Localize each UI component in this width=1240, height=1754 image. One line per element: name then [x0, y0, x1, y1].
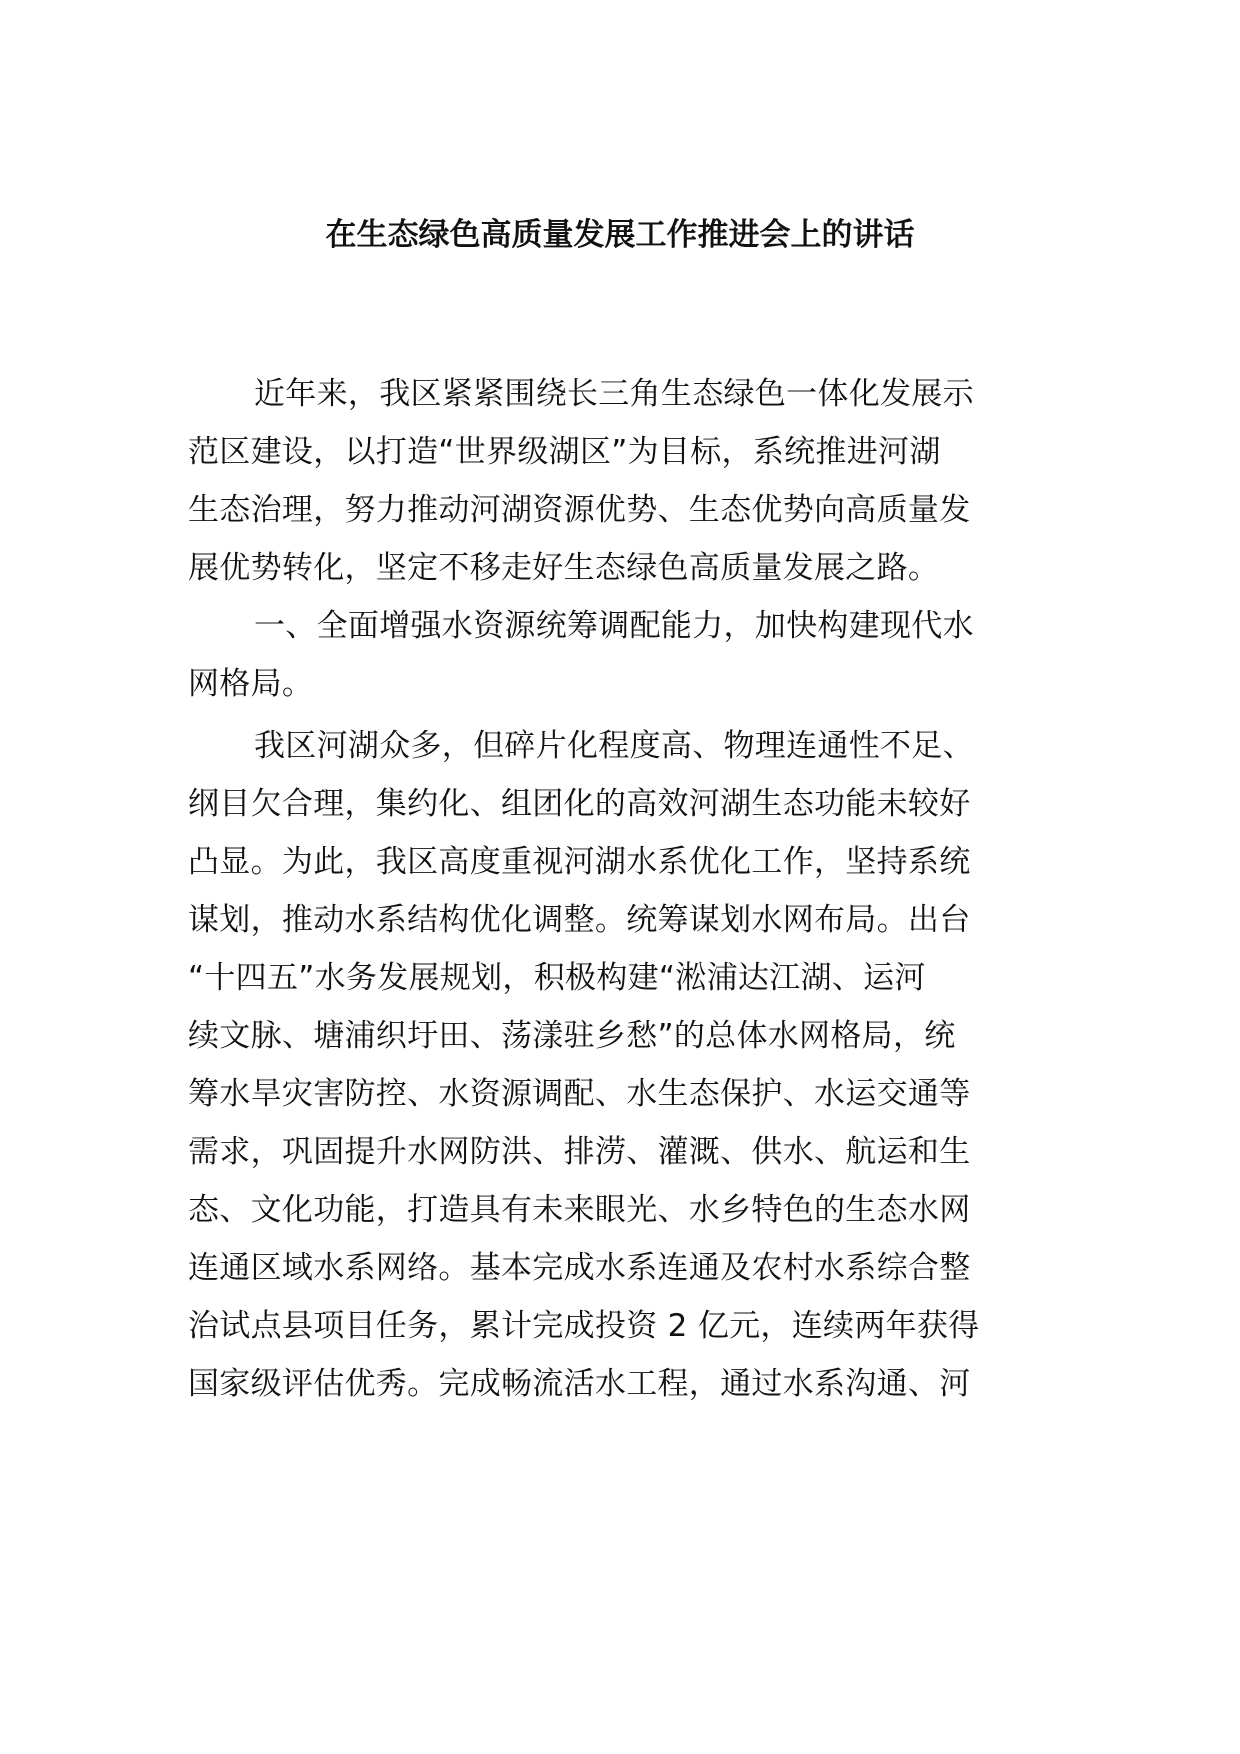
paragraph-line: 生态治理，努力推动河湖资源优势、生态优势向高质量发	[188, 492, 971, 528]
section-heading-line: 一、全面增强水资源统筹调配能力，加快构建现代水	[254, 608, 974, 644]
document-title: 在生态绿色高质量发展工作推进会上的讲话	[325, 217, 915, 253]
paragraph-line: 筹水旱灾害防控、水资源调配、水生态保护、水运交通等	[188, 1076, 971, 1112]
section-heading-line: 网格局。	[188, 666, 314, 702]
paragraph-line: 续文脉、塘浦织圩田、荡漾驻乡愁”的总体水网格局，统	[188, 1018, 956, 1054]
paragraph-line: 范区建设，以打造“世界级湖区”为目标，系统推进河湖	[188, 434, 941, 470]
paragraph-line: 治试点县项目任务，累计完成投资 2 亿元，连续两年获得	[188, 1308, 980, 1344]
paragraph-line: 近年来，我区紧紧围绕长三角生态绿色一体化发展示	[254, 376, 974, 412]
paragraph-line: 连通区域水系网络。基本完成水系连通及农村水系综合整	[188, 1250, 971, 1286]
paragraph-line: 凸显。为此，我区高度重视河湖水系优化工作，坚持系统	[188, 844, 971, 880]
paragraph-line: 我区河湖众多，但碎片化程度高、物理连通性不足、	[254, 728, 974, 764]
paragraph-line: 展优势转化，坚定不移走好生态绿色高质量发展之路。	[188, 550, 940, 586]
paragraph-line: 态、文化功能，打造具有未来眼光、水乡特色的生态水网	[188, 1192, 971, 1228]
paragraph-line: 纲目欠合理，集约化、组团化的高效河湖生态功能未较好	[188, 786, 971, 822]
paragraph-line: 需求，巩固提升水网防洪、排涝、灌溉、供水、航运和生	[188, 1134, 971, 1170]
paragraph-line: 国家级评估优秀。完成畅流活水工程，通过水系沟通、河	[188, 1366, 971, 1402]
paragraph-line: “十四五”水务发展规划，积极构建“淞浦达江湖、运河	[188, 960, 926, 996]
paragraph-line: 谋划，推动水系结构优化调整。统筹谋划水网布局。出台	[188, 902, 971, 938]
